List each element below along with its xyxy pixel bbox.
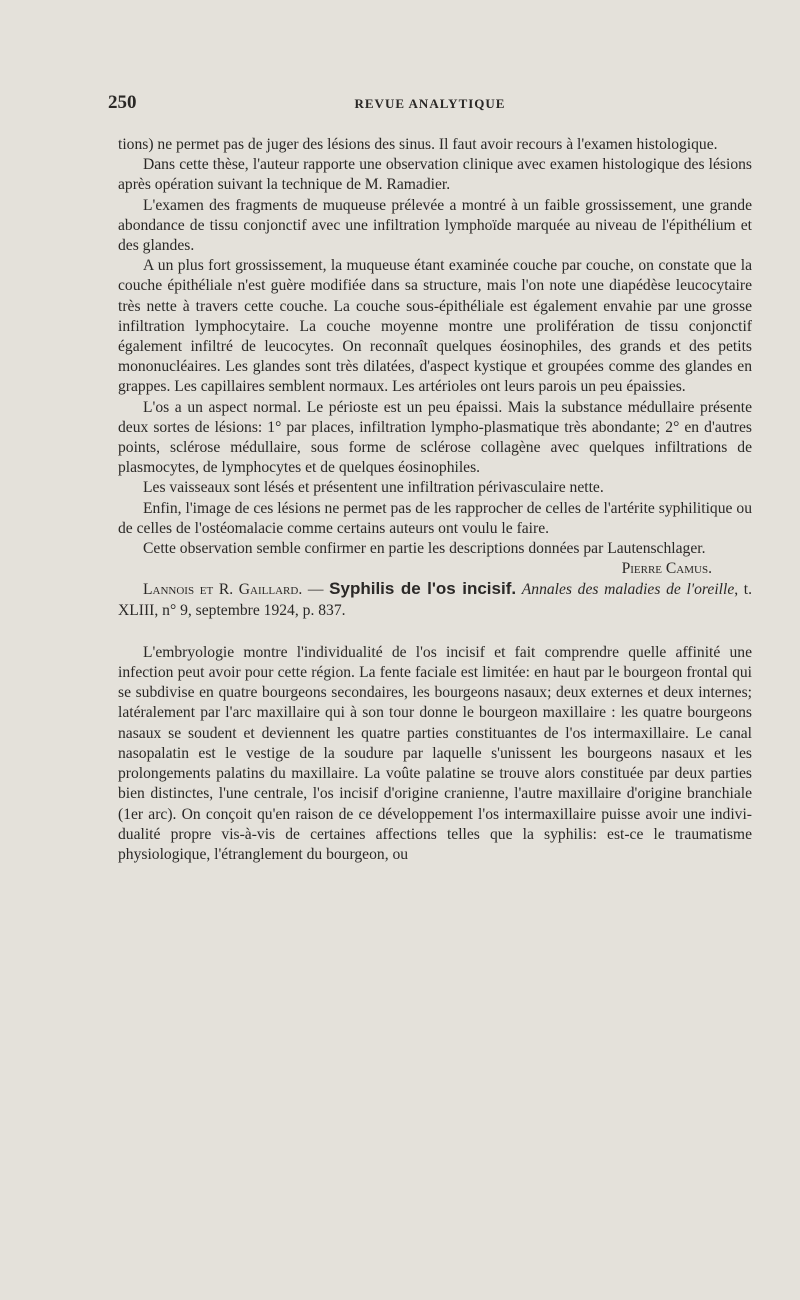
closing-paragraph <box>118 539 752 559</box>
reference-authors: Lannois et R. Gaillard. <box>143 581 303 599</box>
reference-title: Syphilis de l'os incisif. <box>329 579 517 599</box>
paragraph: Les vaisseaux sont lésés et présentent une infiltration périvasculaire nette. <box>143 479 604 497</box>
paragraph: L'os a un aspect normal. Le périoste est un peu épaissi. Mais la substance médullaire présente deux sortes de lésions: 1° par places, infiltration lympho-plasmatique très abondante; 2° en d'autres points, sclérose médullaire, sous forme de sclérose collagène avec quelques infiltrations de plasmocytes, de lymphocytes et de quelques éosinophiles. <box>118 398 752 477</box>
paragraph: L'embryologie montre l'individualité de l'os incisif et fait comprendre quelle affinité une infection peut avoir pour cette région. La fente faciale est limitée: en haut par le bourgeon frontal qui se subdivise en quatre bourgeons secondaires, les bourgeons nasaux; deux externes et deux internes; latéralement par l'arc maxillaire qui à son tour donne le bourgeon maxillaire : les quatre bourgeons nasaux se soudent et deviennent les quatre parties constituantes de l'os intermaxillaire. Le canal nasopalatin est le vestige de la soudure par laquelle s'unissent les bourgeons nasaux et les prolongements palatins du maxillaire. La voûte palatine se trouve alors constituée par deux parties bien distinctes, l'une centrale, l'os incisif d'origine cranienne, l'autre maxillaire d'origine branchiale (1er arc). On conçoit qu'en raison de ce développement l'os intermaxillaire puisse avoir une individualité propre vis-à-vis de certaines affections telles que la syphilis: est-ce le traumatisme physiologique, l'étranglement du bourgeon, ou <box>118 643 752 863</box>
paragraph: Dans cette thèse, l'auteur rapporte une observation clinique avec examen histologique des lésions après opération suivant la technique de M. Ramadier. <box>118 156 752 194</box>
paragraph: A un plus fort grossissement, la muqueuse étant examinée couche par couche, on constate que la couche épithéliale n'est guère modifiée dans sa structure, mais l'on note une diapédèse leucocytaire très nette à travers cette couche. La couche sous-épithéliale est également envahie par une grosse infiltration lymphocytaire. La couche moyenne montre une prolifération de tissu conjonctif également infiltré de leucocytes. On reconnaît quelques éosinophiles, des grands et des petits mononucléaires. Les glandes sont très dilatées, d'aspect kystique et groupées comme des glandes en grappes. Les capillaires semblent normaux. Les artérioles ont leurs parois un peu épaissies. <box>118 257 752 396</box>
signature-row <box>118 559 752 579</box>
running-head: REVUE ANALYTIQUE <box>354 96 506 111</box>
signature: Pierre Camus. <box>621 560 712 578</box>
page-header <box>108 92 752 118</box>
reference-journal: Annales des maladies de l'oreille <box>521 581 735 599</box>
paragraph: L'examen des fragments de muqueuse prélevée a montré à un faible grossissement, une grande abondance de tissu conjonctif avec une infiltration lymphoïde marquée au niveau de l'épithélium et des glandes. <box>118 196 752 255</box>
paragraph: Enfin, l'image de ces lésions ne permet pas de les rapprocher de celles de l'artérite syphilitique ou de celles de l'ostéomalacie comme certains auteurs ont voulu le faire. <box>118 499 752 537</box>
reference-details: , t. XLIII, n° 9, septembre 1924, p. 837. <box>118 581 753 619</box>
paragraph: tions) ne permet pas de juger des lésions des sinus. Il faut avoir recours à l'examen histologique. <box>118 136 718 153</box>
reference-dash: — <box>302 581 330 599</box>
page-body <box>118 135 752 865</box>
bibliographic-reference <box>118 579 752 620</box>
closing-text: Cette observation semble confirmer en partie les descriptions données par Lautenschlager. <box>143 540 706 558</box>
page-number: 250 <box>108 92 137 113</box>
